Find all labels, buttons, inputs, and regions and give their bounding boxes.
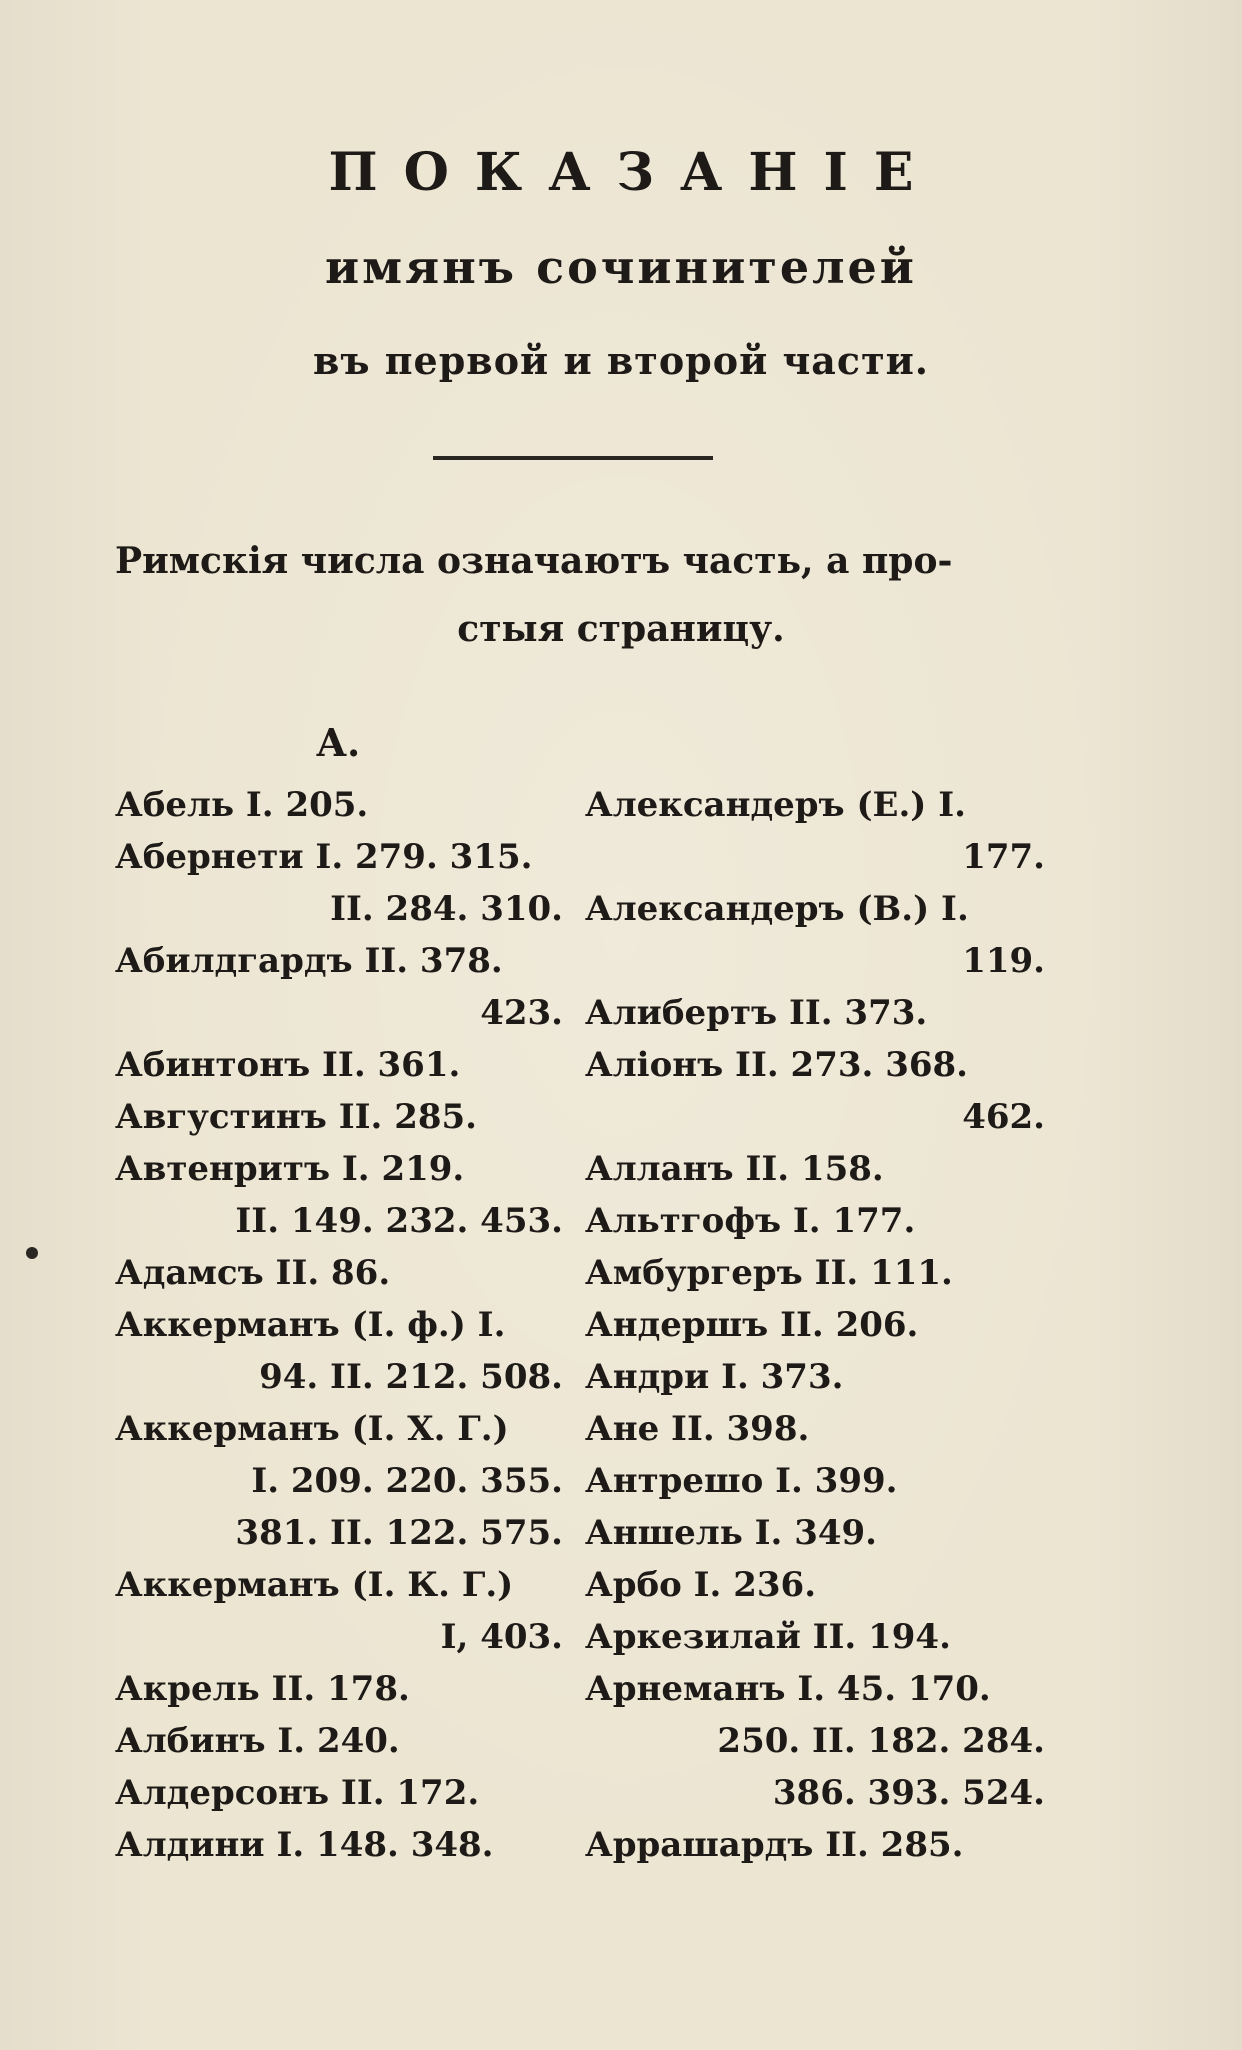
index-left-entry: Алдерсонъ II. 172.	[115, 1773, 480, 1813]
subtitle-line-1: имянъ сочинителей	[325, 240, 917, 294]
index-left-entry: 381. II. 122. 575.	[235, 1513, 563, 1553]
note-line-1: Римскія числа означаютъ часть, а про-	[115, 540, 953, 582]
index-line	[115, 1773, 1045, 1825]
index-left-entry: Аккерманъ (I. ф.) I.	[115, 1305, 506, 1345]
index-left-entry: II. 284. 310.	[330, 889, 563, 929]
index-right-entry: 119.	[962, 941, 1045, 981]
index-line	[115, 1617, 1045, 1669]
index-line	[115, 1565, 1045, 1617]
index-right-entry: Ане II. 398.	[585, 1409, 810, 1449]
index-left-entry: Аккерманъ (I. Х. Г.)	[115, 1409, 509, 1449]
index-right-entry: Алланъ II. 158.	[585, 1149, 884, 1189]
index-left-entry: 94. II. 212. 508.	[259, 1357, 563, 1397]
subtitle-line-2: въ первой и второй части.	[312, 338, 930, 383]
author-index	[115, 785, 1045, 1877]
index-left-entry: Абель I. 205.	[115, 785, 369, 825]
index-right-entry: Андершъ II. 206.	[585, 1305, 919, 1345]
index-line	[115, 785, 1045, 837]
page-title: ПОКАЗАНІЕ	[328, 142, 940, 203]
index-line	[115, 1513, 1045, 1565]
index-left-entry: Абилдгардъ II. 378.	[115, 941, 503, 981]
index-left-entry: I. 209. 220. 355.	[251, 1461, 563, 1501]
index-left-entry: II. 149. 232. 453.	[235, 1201, 563, 1241]
index-line	[115, 993, 1045, 1045]
ink-speck	[26, 1247, 38, 1259]
index-line	[115, 1045, 1045, 1097]
index-left-entry: Аккерманъ (I. К. Г.)	[115, 1565, 514, 1605]
section-letter: А.	[316, 720, 361, 765]
index-left-entry: Адамсъ II. 86.	[115, 1253, 391, 1293]
index-right-entry: Арбо I. 236.	[585, 1565, 817, 1605]
index-left-entry: I, 403.	[440, 1617, 563, 1657]
index-line	[115, 1149, 1045, 1201]
note-line-2: стыя страницу.	[457, 608, 785, 650]
index-right-entry: Алибертъ II. 373.	[585, 993, 928, 1033]
index-right-entry: 250. II. 182. 284.	[717, 1721, 1045, 1761]
index-line	[115, 1409, 1045, 1461]
index-right-entry: Андри I. 373.	[585, 1357, 844, 1397]
index-right-entry: Аліонъ II. 273. 368.	[585, 1045, 968, 1085]
index-line	[115, 1253, 1045, 1305]
index-right-entry: Арнеманъ I. 45. 170.	[585, 1669, 991, 1709]
index-left-entry: Абернети I. 279. 315.	[115, 837, 533, 877]
index-right-entry: Александеръ (Е.) I.	[585, 785, 966, 825]
index-left-entry: Акрель II. 178.	[115, 1669, 410, 1709]
index-right-entry: Амбургеръ II. 111.	[585, 1253, 953, 1293]
index-right-entry: 462.	[962, 1097, 1045, 1137]
index-line	[115, 1201, 1045, 1253]
index-right-entry: Александеръ (В.) I.	[585, 889, 969, 929]
index-left-entry: Алдини I. 148. 348.	[115, 1825, 494, 1865]
index-right-entry: Аррашардъ II. 285.	[585, 1825, 964, 1865]
index-line	[115, 1669, 1045, 1721]
index-left-entry: Августинъ II. 285.	[115, 1097, 477, 1137]
index-line	[115, 941, 1045, 993]
index-right-entry: Аншель I. 349.	[585, 1513, 878, 1553]
index-line	[115, 1721, 1045, 1773]
index-left-entry: 423.	[480, 993, 563, 1033]
index-right-entry: Аркезилай II. 194.	[585, 1617, 951, 1657]
index-line	[115, 1305, 1045, 1357]
index-line	[115, 1461, 1045, 1513]
index-left-entry: Абинтонъ II. 361.	[115, 1045, 461, 1085]
index-line	[115, 1097, 1045, 1149]
index-right-entry: 177.	[962, 837, 1045, 877]
index-right-entry: Антрешо I. 399.	[585, 1461, 898, 1501]
index-left-entry: Албинъ I. 240.	[115, 1721, 400, 1761]
index-line	[115, 837, 1045, 889]
index-left-entry: Автенритъ I. 219.	[115, 1149, 465, 1189]
index-line	[115, 889, 1045, 941]
index-right-entry: Альтгофъ I. 177.	[585, 1201, 916, 1241]
index-line	[115, 1357, 1045, 1409]
index-line	[115, 1825, 1045, 1877]
title-divider	[433, 456, 713, 460]
index-right-entry: 386. 393. 524.	[772, 1773, 1045, 1813]
